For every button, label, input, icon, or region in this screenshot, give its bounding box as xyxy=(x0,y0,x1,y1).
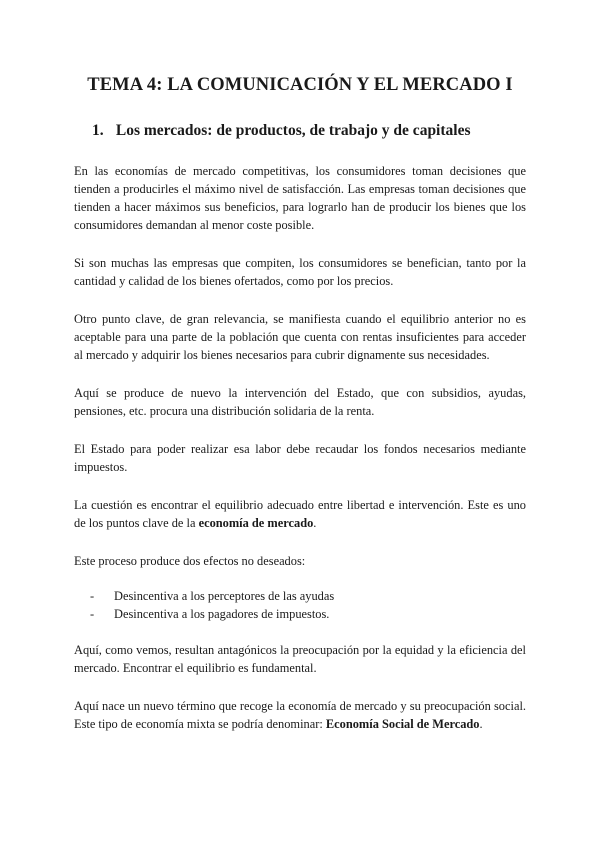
punctuation: . xyxy=(313,516,317,530)
bold-term: Economía Social de Mercado xyxy=(325,717,480,731)
dash-marker: - xyxy=(90,589,95,603)
paragraph-text: La cuestión es encontrar el equilibrio adecuado entre libertad e intervención. Este es uno de los puntos clave de la xyxy=(74,498,526,530)
list-item-text: Desincentiva a los pagadores de impuestos. xyxy=(114,606,330,621)
paragraph-text: Aquí se produce de nuevo la intervención del Estado, que con subsidios, ayudas, pensiones, etc. procura una distribución solidaria de la renta. xyxy=(74,386,526,418)
paragraph-text: Si son muchas las empresas que compiten, los consumidores se benefician, tanto por la cantidad y calidad de los bienes ofertados, como por los precios. xyxy=(74,256,526,288)
paragraph xyxy=(74,254,526,290)
paragraph-text: Aquí, como vemos, resultan antagónicos la preocupación por la equidad y la eficiencia del mercado. Encontrar el equilibrio es fundamental. xyxy=(74,643,526,675)
section-title: Los mercados: de productos, de trabajo y de capitales xyxy=(115,122,471,139)
document-title: TEMA 4: LA COMUNICACIÓN Y EL MERCADO I xyxy=(87,75,513,95)
paragraph-text: Aquí nace un nuevo término que recoge la economía de mercado y su preocupación social. Este tipo de economía mixta se podría denominar: xyxy=(74,699,526,731)
effects-list xyxy=(74,588,526,623)
dash-marker: - xyxy=(90,606,95,621)
bold-term: economía de mercado xyxy=(198,516,314,530)
paragraph xyxy=(74,384,526,420)
paragraph xyxy=(74,641,526,677)
paragraph-text: Otro punto clave, de gran relevancia, se manifiesta cuando el equilibrio anterior no es aceptable para una parte de la población que cuenta con rentas insuficientes para acceder al mercado y adquirir los bienes necesarios para cubrir dignamente sus necesidades. xyxy=(74,312,526,362)
paragraph-text: En las economías de mercado competitivas, los consumidores toman decisiones que tienden a producirles el máximo nivel de satisfacción. Las empresas toman decisiones que tienden a hacer máximos sus beneficios, para lograrlo han de producir los bienes que los consumidores demandan al menor coste posible. xyxy=(74,164,526,232)
list-item xyxy=(74,588,526,606)
document-body xyxy=(74,162,526,753)
paragraph xyxy=(74,697,526,733)
paragraph-text: Este proceso produce dos efectos no deseados: xyxy=(74,554,306,568)
paragraph xyxy=(74,552,526,570)
paragraph xyxy=(74,496,526,532)
punctuation: . xyxy=(479,717,483,731)
list-item xyxy=(74,606,526,624)
paragraph-text: El Estado para poder realizar esa labor debe recaudar los fondos necesarios mediante impuestos. xyxy=(74,442,526,474)
paragraph xyxy=(74,310,526,364)
paragraph xyxy=(74,162,526,234)
section-number: 1. xyxy=(92,122,104,139)
section-heading xyxy=(92,122,471,140)
list-item-text: Desincentiva a los perceptores de las ayudas xyxy=(114,589,335,603)
paragraph xyxy=(74,440,526,476)
